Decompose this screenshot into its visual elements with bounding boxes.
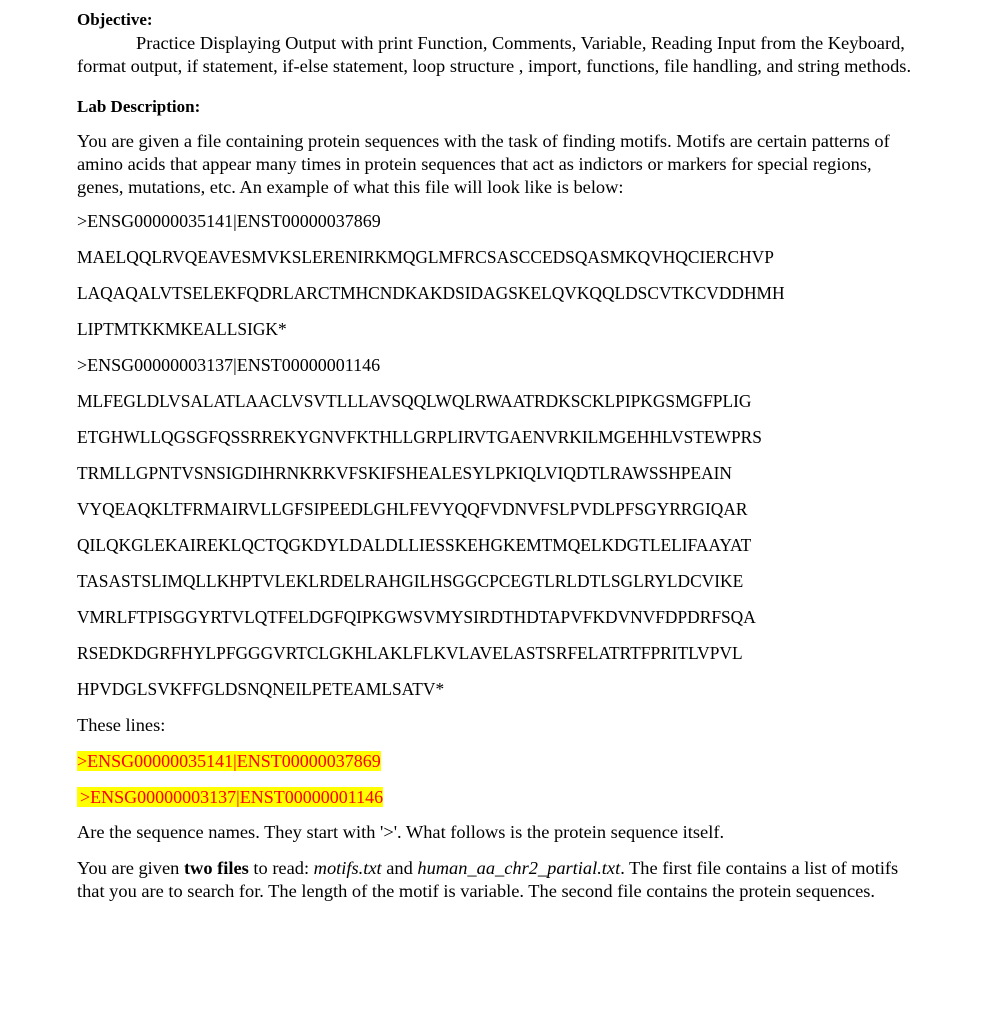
sequence-name-line: >ENSG00000035141|ENST00000037869 [77, 211, 381, 231]
lab-description-heading: Lab Description: [77, 97, 201, 116]
document-page [77, 0, 917, 903]
files-rest: . The first file contains a list of motifs that you are to search for. The length of the motif is variable. The second file contains the protein sequences. [77, 858, 899, 901]
files-intro: You are given [77, 858, 184, 878]
sequence-line: TRMLLGPNTVSNSIGDIHRNKRKVFSKIFSHEALESYLPKIQLVIQDTLRAWSSHPEAIN [77, 463, 732, 483]
motifs-filename: motifs.txt [313, 858, 382, 878]
sequence-line: LIPTMTKKMKEALLSIGK* [77, 319, 287, 339]
files-to-read: to read: [248, 858, 314, 878]
example-file-block [77, 210, 917, 714]
objective-text: Practice Displaying Output with print Function, Comments, Variable, Reading Input from the Keyboard, format output, if statement, if-else statement, loop structure , import, functions, file handling, and string methods. [77, 33, 912, 76]
these-lines-label: These lines: [77, 715, 166, 735]
files-paragraph [77, 857, 917, 903]
objective-heading: Objective: [77, 10, 153, 29]
sequence-line: TASASTSLIMQLLKHPTVLEKLRDELRAHGILHSGGCPCEGTLRLDTLSGLRYLDCVIKE [77, 571, 744, 591]
sequence-names-note: Are the sequence names. They start with '>'. What follows is the protein sequence itself. [77, 822, 725, 842]
highlighted-sequence-name: >ENSG00000035141|ENST00000037869 [77, 751, 381, 771]
sequence-line: MLFEGLDLVSALATLAACLVSVTLLLAVSQQLWQLRWAATRDKSCKLPIPKGSMGFPLIG [77, 391, 752, 411]
sequences-filename: human_aa_chr2_partial.txt [417, 858, 621, 878]
highlighted-name-line [77, 750, 917, 786]
sequence-line: RSEDKDGRFHYLPFGGGVRTCLGKHLAKLFLKVLAVELASTSRFELATRTFPRITLVPVL [77, 643, 743, 663]
sequence-line: ETGHWLLQGSGFQSSRREKYGNVFKTHLLGRPLIRVTGAENVRKILMGEHHLVSTEWPRS [77, 427, 762, 447]
files-and: and [381, 858, 418, 878]
sequence-line: VYQEAQKLTFRMAIRVLLGFSIPEEDLGHLFEVYQQFVDNVFSLPVDLPFSGYRRGIQAR [77, 499, 748, 519]
lab-description-text: You are given a file containing protein sequences with the task of finding motifs. Motifs are certain patterns of amino acids that appear many times in protein sequences that act as indictors or markers for special regions, genes, mutations, etc. An example of what this file will look like is below: [77, 131, 890, 197]
sequence-name-line: >ENSG00000003137|ENST00000001146 [77, 355, 381, 375]
sequence-line: HPVDGLSVKFFGLDSNQNEILPETEAMLSATV* [77, 679, 445, 699]
highlighted-name-line [77, 786, 917, 822]
sequence-line: VMRLFTPISGGYRTVLQTFELDGFQIPKGWSVMYSIRDTHDTAPVFKDVNVFDPDRFSQA [77, 607, 756, 627]
files-bold: two files [183, 858, 249, 878]
highlighted-sequence-name: >ENSG00000003137|ENST00000001146 [77, 787, 383, 807]
sequence-line: MAELQQLRVQEAVESMVKSLERENIRKMQGLMFRCSASCCEDSQASMKQVHQCIERCHVP [77, 247, 774, 267]
sequence-line: QILQKGLEKAIREKLQCTQGKDYLDALDLLIESSKEHGKEMTMQELKDGTLELIFAAYAT [77, 535, 752, 555]
sequence-line: LAQAQALVTSELEKFQDRLARCTMHCNDKAKDSIDAGSKELQVKQQLDSCVTKCVDDHMH [77, 283, 785, 303]
